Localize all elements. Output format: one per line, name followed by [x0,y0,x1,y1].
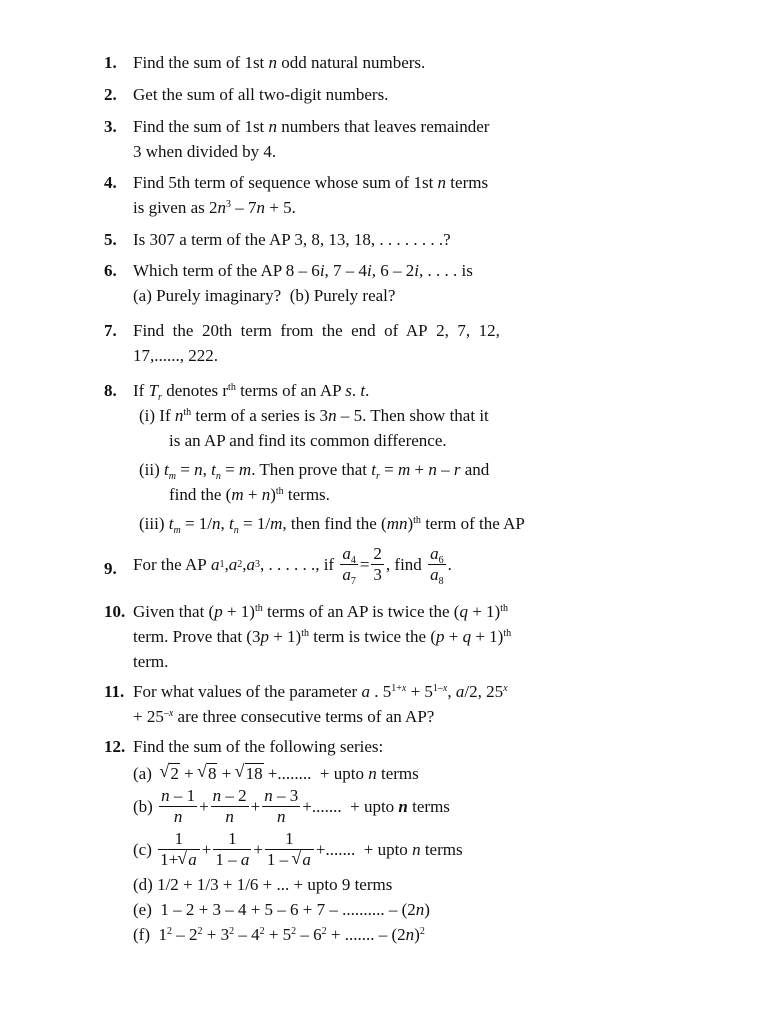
subpart-ii: (ii) $t_m = n$, $t_n = m$. Then prove that $t_r = m + n - r$ and find the $(m + n)^{th}$ terms. [139,460,490,504]
question-text: Find the 20th term from the end of AP 2, 7, 12, 17,......, 222. [133,321,500,365]
fraction-a4-a7: $\frac{a_4}{a_7}$ [342,544,356,587]
question-text: Given that $(p + 1)^{th}$ terms of an AP is twice the $(q + 1)^{th}$ term. Prove that $(3p + 1)^{th}$ term is twice the $(p + q + 1)^{th}$ term. [133,602,512,671]
question-number: 8. [104,381,117,400]
question-number: 2. [104,85,117,104]
question-1 [104,50,544,75]
question-number: 1. [104,53,117,72]
question-2 [104,82,544,107]
subpart-e: (e) 1 – 2 + 3 – 4 + 5 – 6 + 7 – .......... – (2n) [133,900,430,919]
question-text: For the AP a 1 , a 2 , a 3 , . . . . . ., if $\frac{a_4}{a_7}$ = $\frac{2}{3}$ , find $\frac{a_6}{a_8}$ . [133,544,452,587]
subpart-d: (d) 1/2 + 1/3 + 1/6 + ... + upto 9 terms [133,875,393,894]
question-text: If $T_r$ denotes $r^{th}$ terms of an AP s. t. [133,381,370,403]
question-7 [104,318,544,368]
question-text: Get the sum of all two-digit numbers. [133,85,389,104]
subpart-iii: (iii) $t_m = 1/n$, $t_n = 1/m$, then find the (mn)$^{th}$ term of the AP [139,514,525,536]
question-number: 9. [104,559,117,578]
subpart-b: (b) $\frac{n - 1}{n}$ + $\frac{n - 2}{n}$ + $\frac{n - 3}{n}$ +....... + upto n terms [133,786,450,826]
question-number: 5. [104,230,117,249]
question-4 [104,170,544,220]
question-3 [104,114,544,164]
question-number: 12. [104,737,126,756]
question-text: Find the sum of 1st n numbers that leaves remainder 3 when divided by 4. [133,117,490,161]
question-number: 3. [104,117,117,136]
subpart-f: (f) $1^2 - 2^2 + 3^2 - 4^2 + 5^2 - 6^2$ + ....... – $(2n)^2$ [133,925,425,944]
question-text: Find 5th term of sequence whose sum of 1st n terms is given as $2n^3 - 7n + 5$. [133,173,489,217]
fraction-a6-a8: $\frac{a_6}{a_8}$ [430,544,444,587]
subpart-a: (a) √ 2 + √ 8 + √ 18 +........ + upto n terms [133,761,544,786]
question-number: 11. [104,682,125,701]
question-number: 10. [104,602,126,621]
subpart-i: (i) If $n^{th}$ term of a series is 3n – 5. Then show that it is an AP and find its common difference. [139,406,489,450]
question-10 [104,599,544,674]
question-number: 6. [104,261,117,280]
question-8 [104,378,544,536]
question-12 [104,734,544,947]
question-text: Find the sum of the following series: [133,737,384,756]
question-text: Is 307 a term of the AP 3, 8, 13, 18, . . . . . . . .? [133,230,451,249]
subpart-c: (c) $\frac{1}{1+√ a}$ + $\frac{1}{1 - a}$ + $\frac{1}{1 - √ a}$ +....... + upto n terms [133,829,544,870]
question-text: Which term of the AP 8 – 6i, 7 – 4i, 6 – 2i, . . . . is (a) Purely imaginary? (b) Purely real? [133,261,473,305]
question-5 [104,227,544,252]
question-number: 7. [104,321,117,340]
question-text: For what values of the parameter a . $5^{1+x} + 5^{1-x}$, a/2, $25^x$ + $25^{-x}$ are three consecutive terms of an AP? [133,682,508,726]
question-text: Find the sum of 1st n odd natural numbers. [133,53,426,72]
question-6 [104,258,544,308]
question-11 [104,679,544,729]
question-9 [104,544,544,585]
question-number: 4. [104,173,117,192]
fraction-2-3: $\frac{2}{3}$ [373,544,382,584]
